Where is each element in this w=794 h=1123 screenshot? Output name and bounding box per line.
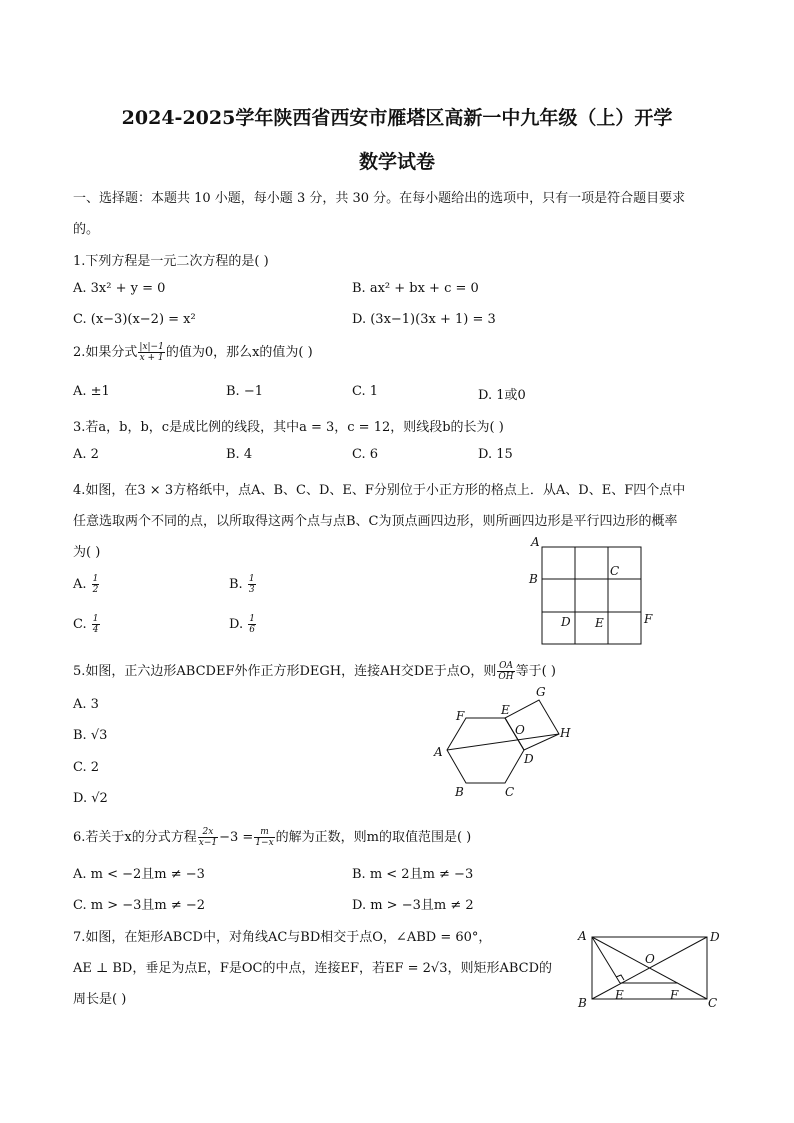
q6-stem — [73, 826, 471, 848]
q2-fraction — [138, 342, 164, 363]
q5-stem-post: 等于( ) — [515, 664, 556, 679]
q4-d-den: 6 — [249, 625, 255, 635]
q4-point-c-label: C — [610, 564, 620, 578]
q5-fraction — [497, 661, 514, 682]
q5-stem — [73, 660, 556, 682]
q7-rectangle-figure — [575, 925, 730, 1015]
q6-stem-mid: −3 = — [219, 830, 254, 845]
q1-option-a: A. 3x² + y = 0 — [73, 281, 166, 296]
q4-c-num: 1 — [92, 614, 99, 624]
q4-grid-figure — [525, 533, 665, 653]
q4-option-b — [229, 574, 257, 595]
q6-stem-post: 的解为正数，则m的取值范围是( ) — [275, 830, 472, 845]
q6-fraction-2 — [254, 827, 274, 848]
q5-option-a: A. 3 — [73, 697, 99, 712]
q5-point-e-label: E — [501, 703, 510, 717]
q4-option-b-frac — [248, 574, 256, 595]
q7-stem-line3: 周长是( ) — [73, 992, 127, 1007]
q2-stem-pre: 2.如果分式 — [73, 345, 138, 360]
q5-point-c-label: C — [505, 785, 515, 799]
q5-option-d: D. √2 — [73, 791, 108, 806]
q4-point-d-label: D — [561, 615, 571, 629]
q5-point-b-label: B — [455, 785, 464, 799]
q1-option-b: B. ax² + bx + c = 0 — [352, 281, 479, 296]
q2-frac-den: x + 1 — [139, 353, 164, 363]
q4-point-e-label: E — [595, 616, 604, 630]
q6-option-d: D. m > −3且m ≠ 2 — [352, 898, 474, 913]
q6-stem-pre: 6.若关于x的分式方程 — [73, 830, 197, 845]
q5-stem-pre: 5.如图，正六边形ABCDEF外作正方形DEGH，连接AH交DE于点O，则 — [73, 664, 497, 679]
q4-option-a-frac — [92, 574, 100, 595]
q5-point-f-label: F — [456, 709, 465, 723]
q4-point-b-label: B — [529, 572, 538, 586]
q6-f1-den: x−1 — [198, 838, 218, 848]
q5-point-h-label: H — [560, 726, 571, 740]
q2-stem-post: 的值为0，那么x的值为( ) — [165, 345, 313, 360]
q4-option-c-frac — [92, 614, 100, 635]
section-heading: 一、选择题：本题共 10 小题，每小题 3 分，共 30 分。在每小题给出的选项中，只有一项是符合题目要求 — [73, 191, 686, 206]
section-heading-cont: 的。 — [73, 222, 100, 237]
q7-point-d-label: D — [710, 930, 720, 944]
q7-point-b-label: B — [578, 996, 587, 1010]
q6-f1-num: 2x — [198, 827, 218, 838]
q4-option-b-label: B. — [229, 577, 243, 592]
q6-option-c: C. m > −3且m ≠ −2 — [73, 898, 206, 913]
q3-option-b: B. 4 — [226, 447, 253, 462]
q3-option-d: D. 15 — [478, 447, 513, 462]
q4-option-d-label: D. — [229, 617, 244, 632]
q7-stem-line1: 7.如图，在矩形ABCD中，对角线AC与BD相交于点O，∠ABD = 60°， — [73, 930, 492, 945]
q4-grid-border — [542, 547, 641, 644]
q7-point-e-label: E — [615, 988, 624, 1002]
q7-point-o-label: O — [645, 952, 655, 966]
q4-option-c — [73, 614, 101, 635]
q4-option-a — [73, 574, 100, 595]
q4-option-d-frac — [248, 614, 256, 635]
q2-option-c: C. 1 — [352, 384, 379, 399]
q6-option-a: A. m < −2且m ≠ −3 — [73, 867, 205, 882]
q7-segment-ae — [592, 937, 620, 983]
q4-b-den: 3 — [248, 585, 255, 595]
title-line2: 数学试卷 — [358, 151, 435, 173]
q2-frac-num: |x|−1 — [139, 342, 164, 352]
q4-option-c-label: C. — [73, 617, 87, 632]
q6-option-b: B. m < 2且m ≠ −3 — [352, 867, 474, 882]
q5-point-d-label: D — [524, 752, 534, 766]
q5-option-c: C. 2 — [73, 760, 100, 775]
q5-frac-num: OA — [499, 661, 513, 671]
q4-stem-line1: 4.如图，在3 × 3方格纸中，点A、B、C、D、E、F分别位于小正方形的格点上．从A、D、E、F四个点中 — [73, 483, 686, 498]
q7-point-c-label: C — [708, 996, 718, 1010]
q5-point-o-label: O — [515, 723, 525, 737]
q4-stem-line3: 为( ) — [73, 545, 101, 560]
q4-option-d — [229, 614, 257, 635]
q1-option-d: D. (3x−1)(3x + 1) = 3 — [352, 312, 496, 327]
q6-f2-den: 1−x — [255, 838, 274, 848]
q3-option-a: A. 2 — [73, 447, 99, 462]
title-line1: 2024-2025学年陕西省西安市雁塔区高新一中九年级（上）开学 — [121, 107, 673, 129]
q4-point-f-label: F — [644, 612, 653, 626]
q4-b-num: 1 — [248, 574, 255, 584]
q7-stem-line2: AE ⊥ BD，垂足为点E，F是OC的中点，连接EF，若EF = 2√3，则矩形ABCD的 — [73, 961, 553, 976]
q1-option-c: C. (x−3)(x−2) = x² — [73, 312, 196, 327]
q4-d-num: 1 — [249, 614, 255, 624]
q5-frac-den: OH — [498, 672, 514, 682]
q5-hexagon — [447, 718, 524, 783]
q2-option-b: B. −1 — [226, 384, 263, 399]
q1-stem: 1.下列方程是一元二次方程的是( ) — [73, 254, 269, 269]
q3-option-c: C. 6 — [352, 447, 379, 462]
q2-option-a: A. ±1 — [73, 384, 110, 399]
q4-a-num: 1 — [92, 574, 99, 584]
q4-option-a-label: A. — [73, 577, 87, 592]
q5-option-b: B. √3 — [73, 728, 108, 743]
q5-point-a-label: A — [434, 745, 443, 759]
q7-point-a-label: A — [578, 929, 587, 943]
q5-hexagon-figure — [428, 682, 578, 802]
q5-square — [505, 700, 559, 750]
q6-fraction-1 — [198, 827, 218, 848]
q2-stem — [73, 341, 313, 363]
q6-f2-num: m — [254, 827, 274, 838]
q4-point-a-label: A — [531, 535, 540, 549]
q7-point-f-label: F — [670, 988, 679, 1002]
q4-c-den: 4 — [92, 625, 99, 635]
q4-stem-line2: 任意选取两个不同的点，以所取得这两个点与点B、C为顶点画四边形，则所画四边形是平行四边形的概率 — [73, 514, 678, 529]
q2-option-d: D. 1或0 — [478, 388, 526, 403]
q3-stem: 3.若a，b，b，c是成比例的线段，其中a = 3，c = 12，则线段b的长为( ) — [73, 420, 504, 435]
q5-point-g-label: G — [536, 685, 546, 699]
q4-a-den: 2 — [92, 585, 99, 595]
